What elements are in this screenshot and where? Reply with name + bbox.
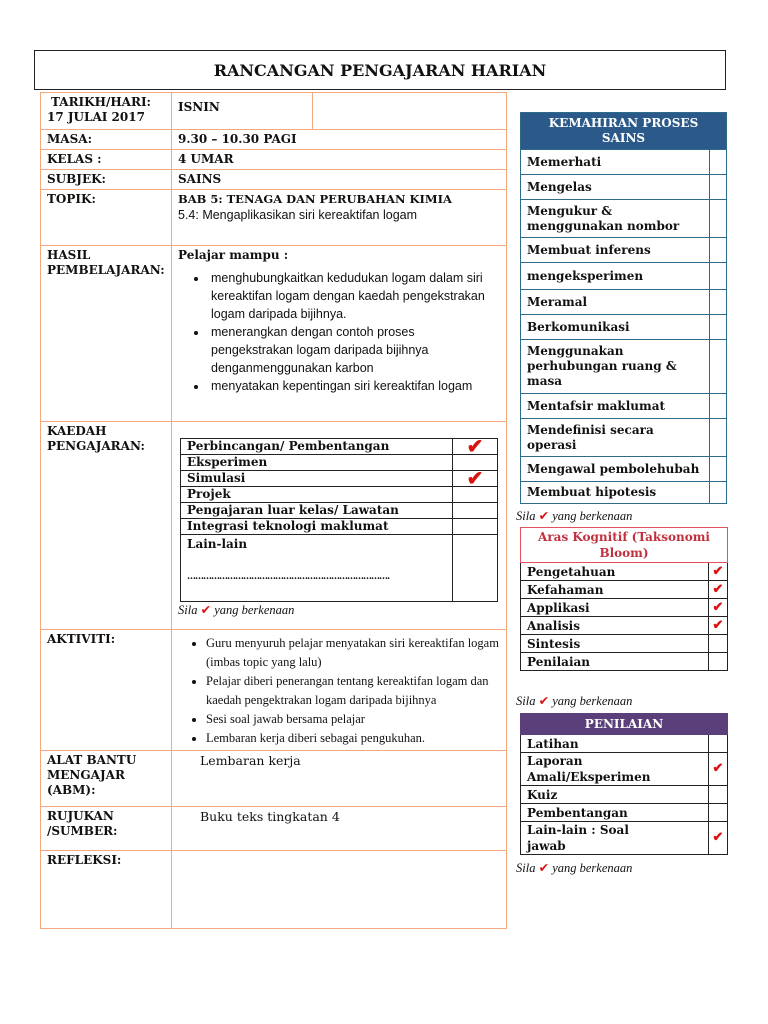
tick-icon: ✔ <box>538 694 550 708</box>
penilaian-header: PENILAIAN <box>521 714 728 735</box>
check-box[interactable] <box>710 482 727 504</box>
refleksi-label: REFLEKSI: <box>41 851 172 929</box>
hasil-item: • menyatakan kepentingan siri kereaktifan logam <box>208 377 500 395</box>
check-icon[interactable]: ✔ <box>709 563 728 581</box>
check-box[interactable] <box>710 200 727 238</box>
lain-lain-dots: …………………………………………………………………. <box>187 572 390 582</box>
check-box[interactable] <box>453 503 498 519</box>
penilaian-row: Laporan Amali/Eksperimen <box>521 753 709 786</box>
check-icon[interactable]: ✔ <box>453 439 498 455</box>
kps-item: Mengelas <box>521 175 710 200</box>
abm-value: Lembaran kerja <box>172 751 507 807</box>
hari-cell <box>172 93 507 130</box>
aktiviti-item: • Lembaran kerja diberi sebagai pengukuhan. <box>206 729 500 748</box>
check-box[interactable] <box>710 175 727 200</box>
kps-item: mengeksperimen <box>521 263 710 290</box>
kps-item: Menggunakan perhubungan ruang & masa <box>521 340 710 394</box>
check-box[interactable] <box>709 635 728 653</box>
tick-icon: ✔ <box>538 861 550 875</box>
bloom-row: Applikasi <box>521 599 709 617</box>
topik-label: TOPIK: <box>41 190 172 246</box>
refleksi-value[interactable] <box>172 851 507 929</box>
lesson-plan-table <box>40 92 507 929</box>
rujukan-label: RUJUKAN /SUMBER: <box>41 807 172 851</box>
kps-item: Mentafsir maklumat <box>521 394 710 419</box>
bloom-row: Kefahaman <box>521 581 709 599</box>
sila-note: Sila ✔ yang berkenaan <box>516 694 633 708</box>
kaedah-row: Pengajaran luar kelas/ Lawatan <box>181 503 453 519</box>
penilaian-row: Pembentangan <box>521 804 709 822</box>
check-icon[interactable]: ✔ <box>709 599 728 617</box>
aktiviti-cell <box>172 630 507 751</box>
hasil-list <box>178 269 500 395</box>
kps-item: Berkomunikasi <box>521 315 710 340</box>
bloom-table <box>520 527 728 671</box>
kelas-value: 4 UMAR <box>172 150 507 170</box>
aktiviti-list <box>178 634 500 748</box>
tarikh-cell <box>41 93 172 130</box>
kaedah-row: Projek <box>181 487 453 503</box>
sila-note: Sila ✔ yang berkenaan <box>516 861 633 875</box>
subjek-value: SAINS <box>172 170 507 190</box>
abm-label: ALAT BANTU MENGAJAR (ABM): <box>41 751 172 807</box>
kaedah-row: Simulasi <box>181 471 453 487</box>
hasil-item: • menerangkan dengan contoh proses pengekstrakan logam daripada bijihnya denganmenggunakan karbon <box>208 323 500 377</box>
tarikh-value: 17 JULAI 2017 <box>47 110 145 124</box>
kps-header: KEMAHIRAN PROSES SAINS <box>521 113 727 150</box>
kps-item: Memerhati <box>521 150 710 175</box>
check-box[interactable] <box>453 535 498 602</box>
check-box[interactable] <box>710 150 727 175</box>
tick-icon: ✔ <box>200 603 212 617</box>
kelas-label: KELAS : <box>41 150 172 170</box>
check-box[interactable] <box>709 804 728 822</box>
topik-cell <box>172 190 507 246</box>
sila-note: Sila ✔ yang berkenaan <box>516 509 633 523</box>
kaedah-label: KAEDAH PENGAJARAN: <box>41 422 172 630</box>
check-box[interactable] <box>710 419 727 457</box>
bloom-row: Pengetahuan <box>521 563 709 581</box>
sila-note: Sila ✔ yang berkenaan <box>178 603 295 617</box>
hasil-item: • menghubungkaitkan kedudukan logam dalam siri kereaktifan logam dengan kaedah pengekstrakan logam daripada bijihnya. <box>208 269 500 323</box>
check-box[interactable] <box>709 735 728 753</box>
subjek-label: SUBJEK: <box>41 170 172 190</box>
penilaian-row: Kuiz <box>521 786 709 804</box>
check-box[interactable] <box>710 263 727 290</box>
bloom-row: Penilaian <box>521 653 709 671</box>
penilaian-row: Latihan <box>521 735 709 753</box>
check-box[interactable] <box>710 238 727 263</box>
kps-item: Membuat hipotesis <box>521 482 710 504</box>
kaedah-cell <box>172 422 507 630</box>
check-icon[interactable]: ✔ <box>709 617 728 635</box>
tarikh-label: TARIKH/HARI: <box>51 95 151 109</box>
kps-item: Meramal <box>521 290 710 315</box>
rujukan-value: Buku teks tingkatan 4 <box>172 807 507 851</box>
penilaian-table <box>520 713 728 855</box>
hari-value: ISNIN <box>172 93 313 129</box>
kps-item: Mengawal pembolehubah <box>521 457 710 482</box>
penilaian-row: Lain-lain : Soal jawab <box>521 822 709 855</box>
kps-item: Membuat inferens <box>521 238 710 263</box>
topik-value: BAB 5: TENAGA DAN PERUBAHAN KIMIA <box>178 192 452 206</box>
bloom-header: Aras Kognitif (Taksonomi Bloom) <box>521 528 728 563</box>
check-icon[interactable]: ✔ <box>453 471 498 487</box>
kaedah-row: Perbincangan/ Pembentangan <box>181 439 453 455</box>
kps-item: Mendefinisi secara operasi <box>521 419 710 457</box>
kaedah-row: Eksperimen <box>181 455 453 471</box>
kps-item: Mengukur & menggunakan nombor <box>521 200 710 238</box>
aktiviti-item: • Pelajar diberi penerangan tentang kereaktifan logam dan kaedah pengektrakan logam daripada bijihnya <box>206 672 500 710</box>
check-box[interactable] <box>710 340 727 394</box>
check-box[interactable] <box>710 315 727 340</box>
hasil-intro: Pelajar mampu : <box>178 248 289 262</box>
lain-lain-label: Lain-lain <box>187 537 248 551</box>
aktiviti-item: • Sesi soal jawab bersama pelajar <box>206 710 500 729</box>
check-box[interactable] <box>709 786 728 804</box>
topik-sub: 5.4: Mengaplikasikan siri kereaktifan logam <box>178 208 418 222</box>
aktiviti-item: • Guru menyuruh pelajar menyatakan siri kereaktifan logam (imbas topic yang lalu) <box>206 634 500 672</box>
kaedah-row: Integrasi teknologi maklumat <box>181 519 453 535</box>
check-box[interactable] <box>710 394 727 419</box>
masa-label: MASA: <box>41 130 172 150</box>
check-box[interactable] <box>709 653 728 671</box>
aktiviti-label: AKTIVITI: <box>41 630 172 751</box>
lain-lain-cell <box>181 535 453 602</box>
hasil-cell <box>172 246 507 422</box>
bloom-row: Sintesis <box>521 635 709 653</box>
page-title: RANCANGAN PENGAJARAN HARIAN <box>34 50 726 90</box>
kaedah-table <box>180 434 498 602</box>
bloom-row: Analisis <box>521 617 709 635</box>
check-box[interactable] <box>710 290 727 315</box>
check-icon[interactable]: ✔ <box>709 581 728 599</box>
check-box[interactable] <box>453 519 498 535</box>
hasil-label: HASIL PEMBELAJARAN: <box>41 246 172 422</box>
masa-value: 9.30 – 10.30 PAGI <box>172 130 507 150</box>
tick-icon: ✔ <box>538 509 550 523</box>
check-icon[interactable]: ✔ <box>709 822 728 855</box>
check-box[interactable] <box>710 457 727 482</box>
check-icon[interactable]: ✔ <box>709 753 728 786</box>
kps-table <box>520 112 727 504</box>
